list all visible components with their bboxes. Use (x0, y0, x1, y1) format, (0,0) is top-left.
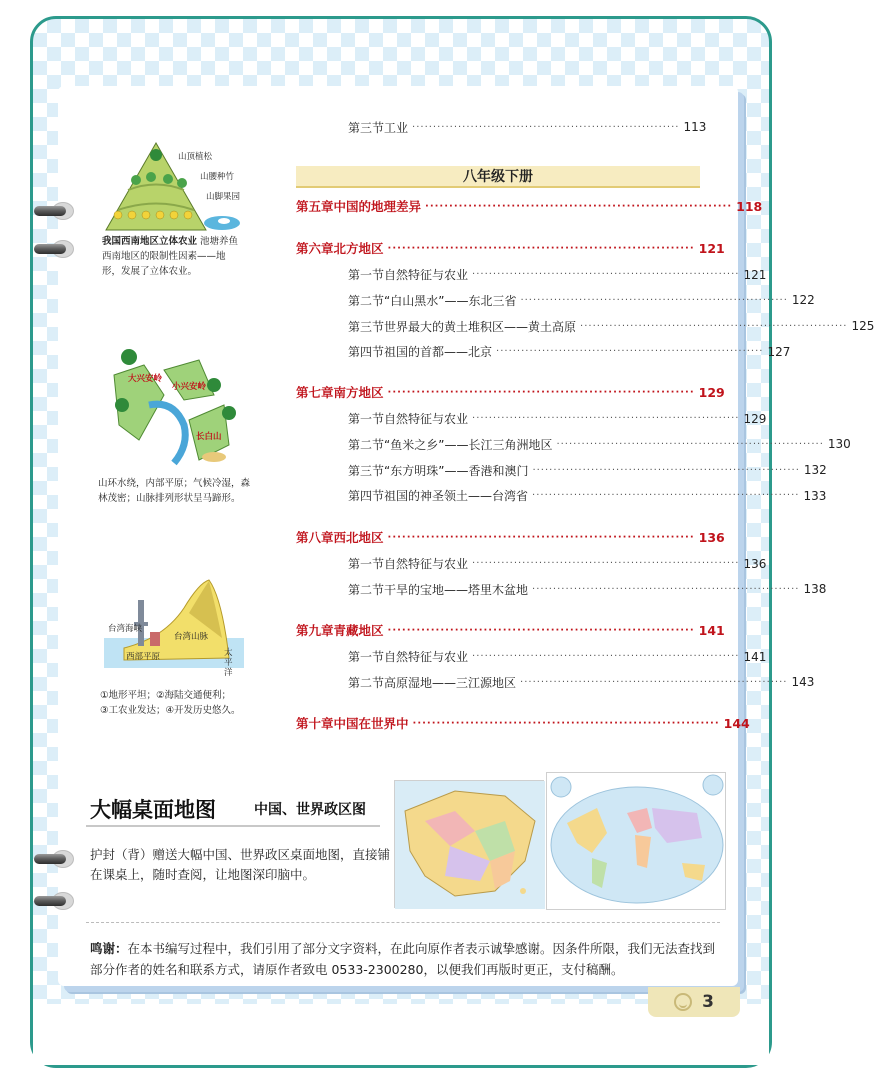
china-map-thumbnail[interactable] (394, 780, 544, 908)
section-row[interactable] (296, 672, 815, 692)
section-number: 第一节 (348, 650, 385, 665)
section-title: 自然特征与农业 (384, 557, 469, 572)
chapter-title: 中国的地理差异 (333, 199, 422, 214)
section-title: 自然特征与农业 (384, 412, 469, 427)
section-number: 第一节 (348, 557, 385, 572)
leader-dots: ································································ (496, 346, 764, 358)
leader-dots: ································································ (412, 121, 680, 133)
taiwan-label: 西部平原 (126, 652, 161, 662)
terrace-caption (102, 234, 244, 279)
chapter-title: 中国在世界中 (333, 716, 409, 731)
leader-dots: ································································ (532, 490, 800, 502)
section-number: 第二节 (348, 437, 385, 452)
leader-dots: ································································ (472, 651, 740, 663)
section-title: “白山黑水”——东北三省 (384, 293, 517, 308)
leader-dots: ································································ (412, 717, 720, 729)
chapter-row[interactable] (296, 238, 725, 258)
page-ref: 136 (743, 556, 767, 571)
world-map-image (547, 773, 727, 911)
chapter-number: 第五章 (296, 199, 334, 214)
page-ref: 127 (767, 344, 791, 359)
section-number: 第一节 (348, 268, 385, 283)
page-ref: 121 (698, 240, 725, 256)
chapter-number: 第九章 (296, 623, 334, 638)
chapter-number: 第七章 (296, 385, 334, 400)
section-title: “东方明珠”——香港和澳门 (384, 463, 529, 478)
section-number: 第一节 (348, 412, 385, 427)
acknowledgement-label: 鸣谢： (90, 941, 128, 956)
section-row[interactable] (296, 486, 827, 506)
mountain-label: 长白山 (196, 432, 222, 442)
section-number: 第二节 (348, 582, 385, 597)
caption-text: 西南地区的限制性因素——地形，发展了立体农业。 (102, 251, 226, 277)
page-ref: 141 (743, 649, 767, 664)
page-ref: 133 (803, 488, 827, 503)
binder-ring (34, 890, 78, 912)
northeast-mountains-illustration (104, 345, 244, 470)
leader-dots: ································································ (472, 558, 740, 570)
page-ref: 144 (723, 715, 750, 731)
leader-dots: ································································ (387, 386, 695, 398)
leader-dots: ································································ (532, 464, 800, 476)
section-title: 工业 (384, 120, 409, 135)
acknowledgement-text: 在本书编写过程中，我们引用了部分文字资料，在此向原作者表示诚挚感谢。因条件所限，我们无法查找到部分作者的姓名和联系方式，请原作者致电 0533-2300280，以便我们再版时更正，支付稿酬。 (90, 941, 716, 977)
chapter-number: 第十章 (296, 716, 334, 731)
binder-ring (34, 238, 78, 260)
section-number: 第四节 (348, 345, 385, 360)
acknowledgement (90, 938, 720, 980)
terrace-label: 山顶植松 (178, 152, 213, 162)
taiwan-label: 台湾山脉 (174, 632, 209, 642)
leader-dots: ································································ (387, 531, 695, 543)
section-row[interactable] (296, 434, 851, 454)
chapter-number: 第六章 (296, 241, 334, 256)
section-number: 第三节 (348, 120, 385, 135)
page-ref: 132 (803, 463, 827, 478)
leader-dots: ································································ (425, 200, 733, 212)
section-row[interactable] (296, 460, 827, 480)
taiwan-label: 台湾海峡 (108, 624, 143, 634)
leader-dots: ································································ (580, 320, 848, 332)
promo-text: 护封（背）赠送大幅中国、世界政区桌面地图，直接铺在课桌上，随时查阅，让地图深印脑中。 (90, 847, 391, 882)
section-row[interactable] (296, 579, 827, 599)
leader-dots: ································································ (556, 438, 824, 450)
chapter-number: 第八章 (296, 530, 334, 545)
section-row[interactable] (296, 647, 767, 667)
terrace-label: 山腰种竹 (200, 172, 235, 182)
leader-dots: ································································ (472, 269, 740, 281)
section-title: 自然特征与农业 (384, 650, 469, 665)
binder-ring (34, 848, 78, 870)
terrace-farming-illustration (96, 135, 246, 235)
section-row[interactable] (296, 554, 767, 574)
section-row[interactable] (296, 265, 767, 285)
page-number: 3 (702, 992, 714, 1012)
terrace-label: 山脚果园 (206, 192, 241, 202)
volume-heading: 八年级下册 (296, 166, 700, 188)
page-ref: 138 (803, 582, 827, 597)
mountains-caption: 山环水绕，内部平原；气候冷湿，森林茂密；山脉排列形状呈马蹄形。 (98, 478, 251, 504)
mountain-label: 小兴安岭 (172, 382, 207, 392)
page-ref: 125 (851, 319, 874, 334)
promo-divider (86, 825, 380, 827)
page-ref: 136 (698, 529, 725, 545)
caption-line: ③工农业发达；④开发历史悠久。 (100, 705, 241, 716)
leader-dots: ································································ (532, 583, 800, 595)
leader-dots: ································································ (472, 413, 740, 425)
section-number: 第二节 (348, 293, 385, 308)
chapter-title: 青藏地区 (333, 623, 384, 638)
section-row[interactable] (296, 409, 767, 429)
section-row[interactable] (296, 316, 874, 336)
section-title: 高原湿地——三江源地区 (384, 675, 517, 690)
chapter-row[interactable] (296, 382, 725, 402)
section-title: 世界最大的黄土堆积区——黄土高原 (384, 319, 577, 334)
section-title: 祖国的神圣领土——台湾省 (384, 489, 529, 504)
page-number-tab (648, 987, 740, 1017)
page-ref: 129 (743, 411, 767, 426)
chapter-row[interactable] (296, 196, 763, 216)
page-ref: 118 (736, 198, 763, 214)
leader-dots: ································································ (520, 294, 788, 306)
page-ref: 141 (698, 622, 725, 638)
promo-subtitle: 中国、世界政区图 (254, 802, 366, 818)
chapter-title: 西北地区 (333, 530, 384, 545)
taiwan-caption (100, 688, 260, 718)
leader-dots: ································································ (387, 624, 695, 636)
toc-row-top[interactable] (296, 117, 707, 137)
chapter-row[interactable] (296, 713, 750, 733)
page-ref: 143 (791, 675, 815, 690)
chapter-row[interactable] (296, 620, 725, 640)
section-number: 第三节 (348, 319, 385, 334)
section-row[interactable] (296, 290, 815, 310)
mountain-label: 大兴安岭 (128, 374, 163, 384)
page-ref: 130 (827, 437, 851, 452)
page-ref: 121 (743, 267, 767, 282)
section-title: “鱼米之乡”——长江三角洲地区 (384, 437, 553, 452)
caption-label: 池塘养鱼 (200, 236, 239, 247)
chapter-row[interactable] (296, 527, 725, 547)
section-title: 自然特征与农业 (384, 268, 469, 283)
promo-title: 大幅桌面地图 (90, 798, 216, 822)
section-number: 第四节 (348, 489, 385, 504)
world-map-thumbnail[interactable] (546, 772, 726, 910)
page-ref: 122 (791, 293, 815, 308)
section-number: 第二节 (348, 675, 385, 690)
caption-bold: 我国西南地区立体农业 (102, 236, 198, 247)
caption-line: ①地形平坦；②海陆交通便利； (100, 690, 232, 701)
taiwan-label: 太平洋 (224, 648, 233, 678)
section-number: 第三节 (348, 463, 385, 478)
page-ref: 113 (683, 120, 707, 134)
leader-dots: ································································ (387, 242, 695, 254)
china-map-image (395, 781, 545, 909)
page-ref: 129 (698, 384, 725, 400)
chapter-title: 南方地区 (333, 385, 384, 400)
chapter-title: 北方地区 (333, 241, 384, 256)
binder-ring (34, 200, 78, 222)
section-title: 干旱的宝地——塔里木盆地 (384, 582, 529, 597)
section-title: 祖国的首都——北京 (384, 345, 493, 360)
divider (86, 922, 720, 923)
section-row[interactable] (296, 342, 791, 362)
leader-dots: ································································ (520, 676, 788, 688)
smiley-icon (674, 993, 692, 1011)
